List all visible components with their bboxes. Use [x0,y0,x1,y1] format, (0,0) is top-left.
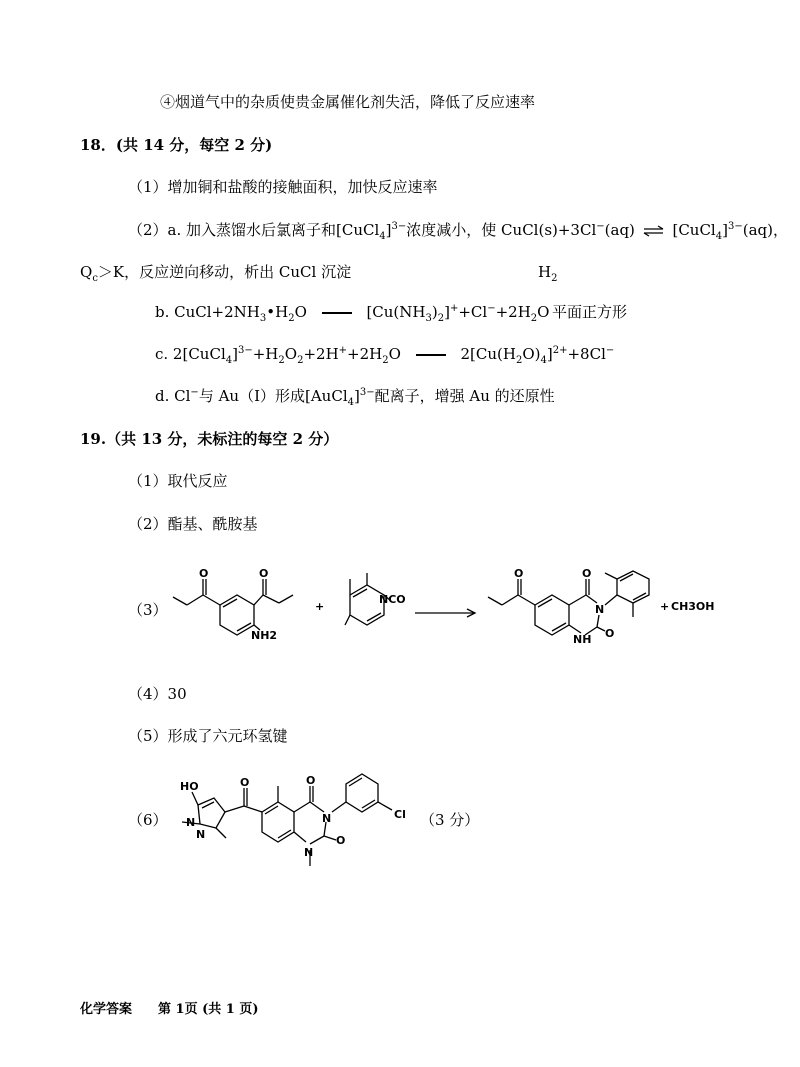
n-label: N [186,816,196,829]
subscript: 2 [530,313,538,324]
superscript: + [338,345,348,356]
subscript: 4 [715,231,723,242]
text-part: +2H [495,303,531,321]
text-part: 与 Au（Ⅰ）形成[AuCl [198,387,348,405]
answer-line-4: ④烟道气中的杂质使贵金属催化剂失活，降低了反应速率 [160,93,536,111]
text-part: ＞K，反应逆向移动，析出 CuCl 沉淀 [97,263,352,281]
text-part: +H [252,345,279,363]
text-part: d. Cl [155,387,191,405]
n-label: N [196,828,206,841]
answer-19-4: （4）30 [128,685,187,703]
o-label: O [259,567,269,580]
superscript: − [605,345,615,356]
text-part: H [538,263,552,281]
o-label: O [605,627,615,640]
plus-sign: + [660,600,670,613]
answer-18-2c: c. $2[CuCl_4]^{3-}+H_2O_2+2H^++2H_2O$ $2[Cu(H_2O)_4]^{2+}+8Cl^-$ [155,345,615,366]
equilibrium-arrow-icon [643,225,665,237]
superscript: + [449,303,459,314]
ho-label: HO [180,780,199,793]
equals-arrow-icon [416,354,446,356]
subscript: 4 [540,355,547,366]
answer-shape: 平面正方形 [552,303,628,321]
text-part: O [388,345,401,363]
superscript: 2+ [552,345,568,356]
superscript: 3− [391,221,407,232]
equals-arrow-icon [322,312,352,314]
answer-18-2a: （2）a. 加入蒸馏水后氯离子和[CuCl$_4$]$^{3-}$浓度减小，使 CuCl(s)+3Cl−(aq) [CuCl$_4$]$^{3-}$(aq)， [128,221,788,242]
answer-18-2a-cont [80,262,351,282]
question-18-title: 18．(共 14 分，每空 2 分) [80,136,273,154]
answer-19-6-label: （6） [128,811,168,829]
superscript: − [190,387,199,398]
text-part: 配离子，增强 Au 的还原性 [374,387,555,405]
text-part: O [537,303,550,321]
superscript: 3− [727,221,743,232]
text-part: O) [522,345,541,363]
text-part: +8Cl [567,345,606,363]
text-part: (aq) [604,221,635,239]
subscript: 2 [288,313,295,324]
n-label: N [304,846,314,859]
superscript: − [596,221,605,232]
subscript: 3 [259,313,267,324]
subscript: 4 [225,355,233,366]
o-label: O [514,567,524,580]
nh-label: NH [573,633,592,646]
answer-19-1: （1）取代反应 [128,472,228,490]
answer-19-5: （5）形成了六元环氢键 [128,727,288,745]
o-label: O [240,776,250,789]
text-part: c. 2[CuCl [155,345,226,363]
text-part: •H [266,303,289,321]
text-part: [CuCl [672,221,716,239]
superscript: 3− [359,387,375,398]
text-part: O [284,345,298,363]
o-label: O [582,567,592,580]
subscript: 4 [379,231,386,242]
subscript: 2 [297,355,304,366]
plus-sign: + [315,600,325,613]
text-part: b. CuCl+2NH [155,303,260,321]
text-part: +Cl [458,303,488,321]
qc-symbol: Q [80,263,93,281]
n-label: N [595,603,605,616]
n-label: N [322,812,332,825]
subscript: 2 [515,355,523,366]
text-part: [Cu(NH [366,303,426,321]
answer-18-1: （1）增加铜和盐酸的接触面积，加快反应速率 [128,178,438,196]
answer-h2 [538,262,557,282]
answer-19-6-score: （3 分） [420,811,480,829]
answer-18-2d: d. Cl−与 Au（Ⅰ）形成[AuCl$_4$]$^{3-}$配离子，增强 Au 的还原性 [155,387,555,408]
subscript: 2 [382,355,389,366]
reaction-scheme [165,565,725,655]
text-part: (aq)， [742,221,788,239]
superscript: − [487,303,496,314]
subscript: 2 [437,313,445,324]
subscript: 2 [278,355,285,366]
text-part: （2）a. 加入蒸馏水后氯离子和[CuCl [128,221,380,239]
text-part: 2[Cu(H [460,345,516,363]
nh2-label: NH2 [251,629,278,642]
subscript: 2 [551,273,558,284]
page-footer: 化学答案 第 1页 (共 1 页) [80,1002,259,1017]
molecule-19-6 [170,760,440,880]
o-label: O [306,774,316,787]
text-part: +2H [303,345,339,363]
superscript: 3− [237,345,253,356]
subscript: c [92,273,98,284]
ch3oh-label: CH3OH [671,600,715,613]
nco-label: NCO [379,593,406,606]
question-19-title: 19.（共 13 分，未标注的每空 2 分） [80,430,339,448]
o-label: O [199,567,209,580]
o-label: O [336,834,346,847]
answer-18-2b: b. $CuCl+2NH_3•H_2O$ $[Cu(NH_3)_2]^++Cl^-+2H_2O$ [155,303,550,324]
cl-label: Cl [394,808,406,821]
text-part: 浓度减小，使 CuCl(s)+3Cl [406,221,597,239]
subscript: 3 [425,313,432,324]
subscript: 4 [347,397,354,408]
text-part: O [294,303,307,321]
text-part: +2H [347,345,383,363]
answer-19-2: （2）酯基、酰胺基 [128,515,258,533]
answer-19-3-label: （3） [128,601,168,619]
